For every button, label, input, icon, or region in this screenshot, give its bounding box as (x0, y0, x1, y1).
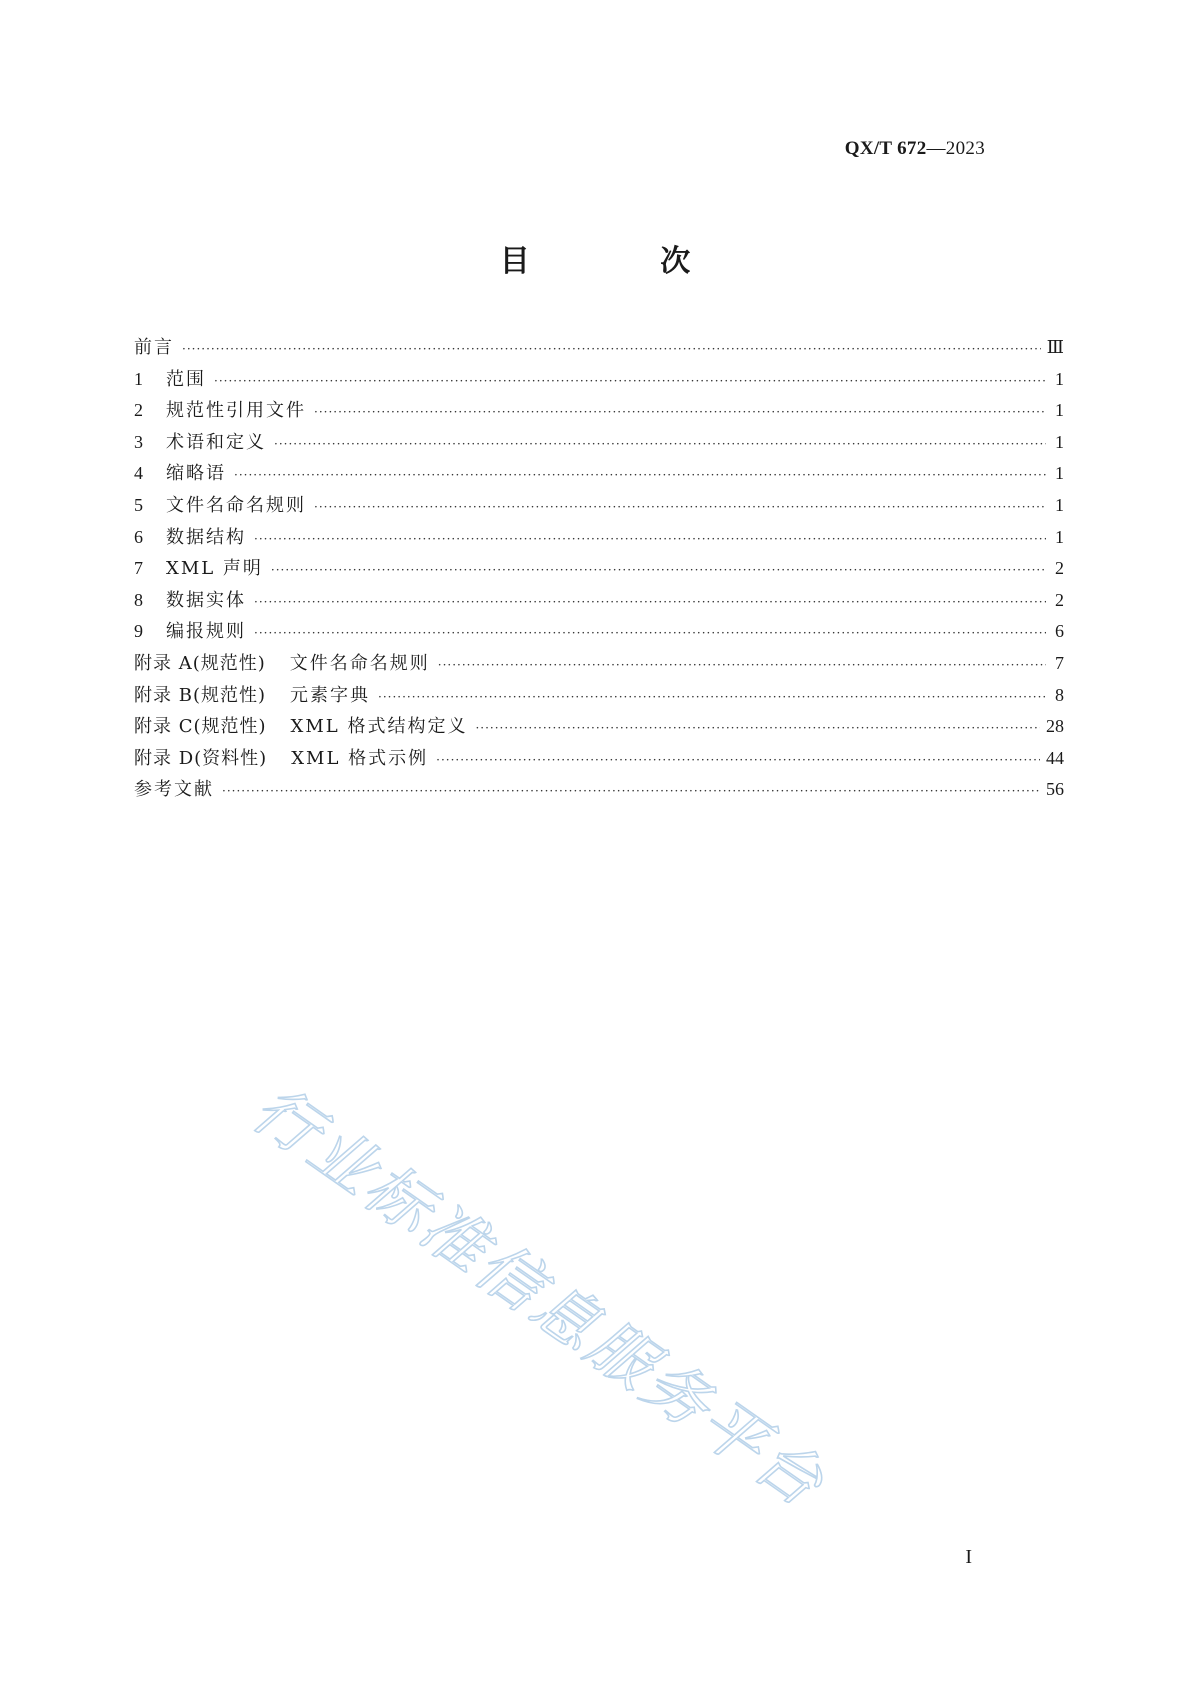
annex-kind: 附录 B(规范性) (134, 684, 266, 706)
toc-entry-label: 参考文献 (134, 779, 214, 801)
toc-leader-dots (438, 658, 1046, 672)
toc-entry-page: Ⅲ (1046, 337, 1064, 357)
toc-entry-label: 范围 (166, 368, 206, 390)
toc-entry-2[interactable] (134, 396, 1064, 428)
annex-title: XML 格式示例 (291, 747, 429, 769)
annex-title: 文件名命名规则 (289, 652, 430, 674)
toc-entry-page: 2 (1055, 558, 1064, 579)
toc-entry-label: 术语和定义 (166, 431, 266, 453)
toc-entry-page: 1 (1055, 526, 1064, 547)
standard-code-id: QX/T 672 (844, 138, 927, 159)
toc-leader-dots (378, 690, 1046, 704)
standard-code-year: —2023 (926, 138, 985, 159)
watermark: 行业标准信息服务平台 (238, 1072, 839, 1523)
toc-entry-4[interactable] (134, 459, 1064, 491)
annex-kind: 附录 A(规范性) (134, 652, 266, 674)
page-number: I (965, 1546, 972, 1568)
toc-entry-label: 前言 (134, 337, 174, 358)
toc-entry-number: 6 (134, 526, 143, 547)
toc-entry-label: 编报规则 (166, 621, 246, 643)
toc-entry-page: 44 (1046, 747, 1064, 768)
toc-entry-page: 28 (1046, 716, 1064, 737)
toc-title: 目 次 (499, 244, 751, 279)
toc-entry-8[interactable] (134, 586, 1064, 618)
toc-entry-label: XML 声明 (166, 558, 263, 580)
toc-leader-dots (234, 468, 1046, 482)
toc-entry-number: 2 (134, 400, 143, 421)
annex-kind: 附录 C(规范性) (134, 716, 267, 738)
toc-leader-dots (274, 437, 1046, 451)
toc-leader-dots (254, 595, 1046, 609)
standard-code (845, 138, 985, 160)
toc-entry-label: 数据实体 (166, 589, 246, 611)
toc-leader-dots (475, 721, 1040, 735)
toc-leader-dots (271, 563, 1046, 577)
toc-entry-page: 1 (1055, 463, 1064, 484)
annex-title: 元素字典 (290, 684, 370, 706)
toc-entry-9[interactable] (134, 617, 1064, 649)
toc-entry-page: 1 (1055, 368, 1064, 389)
toc-entry-number: 1 (134, 368, 143, 389)
toc-entry-7[interactable] (134, 554, 1064, 586)
toc-annex-label (134, 712, 467, 738)
toc-leader-dots (254, 626, 1046, 640)
toc-annex-label (134, 649, 430, 675)
toc-entry-foreword[interactable] (134, 333, 1064, 365)
toc-annex-b[interactable] (134, 681, 1064, 713)
toc-entry-page: 1 (1055, 431, 1064, 452)
toc-entry-label: 缩略语 (166, 463, 226, 485)
annex-title: XML 格式结构定义 (290, 716, 468, 738)
toc-entry-label: 规范性引用文件 (166, 400, 306, 422)
toc-entry-page: 1 (1055, 400, 1064, 421)
toc-entry-3[interactable] (134, 428, 1064, 460)
toc-leader-dots (214, 374, 1046, 388)
toc-annex-a[interactable] (134, 649, 1064, 681)
toc-entry-page: 2 (1055, 589, 1064, 610)
toc-entry-label: 数据结构 (166, 526, 246, 548)
toc-entry-number: 7 (134, 558, 143, 579)
toc-entry-5[interactable] (134, 491, 1064, 523)
toc-leader-dots (254, 532, 1046, 546)
toc-annex-d[interactable] (134, 744, 1064, 776)
toc-entry-references[interactable] (134, 775, 1064, 807)
toc-leader-dots (222, 784, 1040, 798)
toc-entry-number: 8 (134, 589, 143, 610)
toc-annex-label (134, 681, 370, 707)
annex-kind: 附录 D(资料性) (134, 747, 268, 769)
toc-entry-number: 9 (134, 621, 143, 642)
toc-annex-label (134, 744, 428, 770)
toc-entry-page: 56 (1046, 779, 1064, 800)
toc-leader-dots (436, 753, 1040, 767)
toc-entry-label: 文件名命名规则 (166, 494, 306, 516)
toc-leader-dots (182, 342, 1041, 356)
toc-entry-page: 6 (1055, 621, 1064, 642)
toc-entry-page: 7 (1055, 652, 1064, 673)
toc-leader-dots (314, 405, 1046, 419)
table-of-contents (134, 333, 1064, 807)
toc-entry-page: 8 (1055, 684, 1064, 705)
toc-entry-page: 1 (1055, 494, 1064, 515)
toc-annex-c[interactable] (134, 712, 1064, 744)
toc-entry-number: 3 (134, 431, 143, 452)
toc-entry-number: 5 (134, 494, 143, 515)
toc-entry-number: 4 (134, 463, 143, 484)
toc-entry-1[interactable] (134, 365, 1064, 397)
toc-leader-dots (314, 500, 1046, 514)
toc-entry-6[interactable] (134, 523, 1064, 555)
